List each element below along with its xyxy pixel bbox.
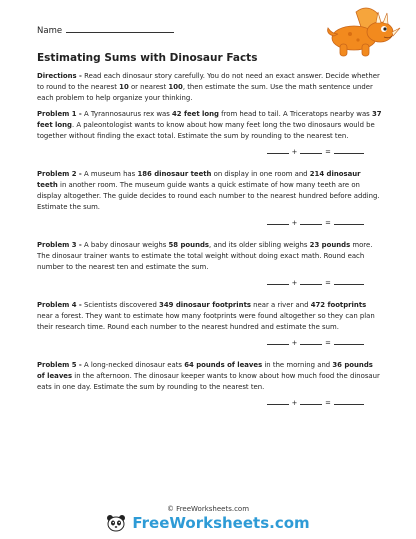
problem-number: 23 pounds <box>309 241 351 249</box>
directions <box>37 71 382 104</box>
problem-text: in another room. The museum guide wants a quick estimate of how many teeth are on display altogether. The guide decides to round each number to the nearest hundred before adding. Estimate the sum. <box>37 181 380 211</box>
problem-text: A museum has <box>81 170 138 178</box>
problem-number: 64 pounds of leaves <box>184 361 263 369</box>
directions-bold-10: 10 <box>119 83 129 91</box>
problem-1 <box>37 109 382 142</box>
sum-blank[interactable] <box>334 338 364 345</box>
directions-text-mid: or nearest <box>128 83 169 91</box>
problem-number: 349 dinosaur footprints <box>159 301 251 309</box>
problem-text: Scientists discovered <box>81 301 160 309</box>
addend-blank[interactable] <box>300 218 322 225</box>
plus-sign: + <box>291 279 298 287</box>
plus-sign: + <box>291 339 298 347</box>
problem-text: , and its older sibling weighs <box>209 241 310 249</box>
addend-blank[interactable] <box>300 278 322 285</box>
equals-sign: = <box>325 279 332 287</box>
addend-blank[interactable] <box>300 398 322 405</box>
problem-text: in the morning and <box>262 361 333 369</box>
addend-blank[interactable] <box>300 338 322 345</box>
answer-sentence-4 <box>37 338 382 349</box>
problem-number: 472 footprints <box>310 301 367 309</box>
name-row <box>37 24 174 36</box>
problem-label: Problem 2 - <box>37 170 82 178</box>
problem-text: . A paleontologist wants to know about how many feet long the two dinosaurs would be together without finding the exact total. Estimate the sum by rounding to the nearest ten. <box>37 121 375 140</box>
sum-blank[interactable] <box>334 278 364 285</box>
name-field-line[interactable] <box>66 24 174 33</box>
problem-5 <box>37 360 382 393</box>
problem-2 <box>37 169 382 213</box>
footer-copyright: © FreeWorksheets.com <box>166 505 250 513</box>
sum-blank[interactable] <box>334 147 364 154</box>
plus-sign: + <box>291 219 298 227</box>
problem-4 <box>37 300 382 333</box>
addend-blank[interactable] <box>267 147 289 154</box>
sum-blank[interactable] <box>334 398 364 405</box>
addend-blank[interactable] <box>267 218 289 225</box>
problem-number: 36 pounds of leaves <box>37 361 373 380</box>
directions-bold-100: 100 <box>168 83 183 91</box>
brand-name: FreeWorksheets.com <box>132 514 310 532</box>
problem-label: Problem 4 - <box>37 301 82 309</box>
triceratops-icon <box>326 6 402 58</box>
problem-number: 37 feet long <box>37 110 382 129</box>
footer-brand <box>0 514 416 532</box>
worksheet-content <box>37 71 382 409</box>
problem-number: 214 dinosaur teeth <box>37 170 361 189</box>
directions-label: Directions - <box>37 72 82 80</box>
answer-sentence-3 <box>37 278 382 289</box>
problem-text: near a river and <box>250 301 311 309</box>
problem-text: on display in one room and <box>211 170 310 178</box>
directions-text-end: , then estimate the sum. Use the math sentence under each problem to help organize your thinking. <box>37 83 373 102</box>
problem-label: Problem 5 - <box>37 361 82 369</box>
addend-blank[interactable] <box>267 278 289 285</box>
page-title: Estimating Sums with Dinosaur Facts <box>37 52 258 64</box>
equals-sign: = <box>325 339 332 347</box>
equals-sign: = <box>325 148 332 156</box>
problem-text: from head to tail. A Triceratops nearby was <box>218 110 372 118</box>
problem-label: Problem 3 - <box>37 241 82 249</box>
problem-number: 186 dinosaur teeth <box>137 170 212 178</box>
sum-blank[interactable] <box>334 218 364 225</box>
equals-sign: = <box>325 219 332 227</box>
answer-sentence-1 <box>37 147 382 158</box>
problem-number: 42 feet long <box>171 110 219 118</box>
addend-blank[interactable] <box>267 338 289 345</box>
panda-logo-icon <box>106 514 126 532</box>
answer-sentence-5 <box>37 398 382 409</box>
equals-sign: = <box>325 399 332 407</box>
problem-label: Problem 1 - <box>37 110 82 118</box>
addend-blank[interactable] <box>300 147 322 154</box>
problem-text: in the afternoon. The dinosaur keeper wants to know about how much food the dinosaur eats in one day. Estimate the sum by rounding to the nearest ten. <box>37 372 380 391</box>
problem-text: A baby dinosaur weighs <box>81 241 169 249</box>
directions-text: Read each dinosaur story carefully. You do not need an exact answer. Decide whether to round to the nearest <box>37 72 380 91</box>
name-label: Name <box>37 26 63 36</box>
problem-text: near a forest. They want to estimate how many footprints were found altogether so they can plan their research time. Round each number to the nearest hundred and estimate the sum. <box>37 312 375 331</box>
plus-sign: + <box>291 148 298 156</box>
problem-text: A long-necked dinosaur eats <box>81 361 185 369</box>
problem-3 <box>37 240 382 273</box>
answer-sentence-2 <box>37 218 382 229</box>
problem-text: more. The dinosaur trainer wants to estimate the total weight without doing exact math. Round each number to the nearest ten and estimate the sum. <box>37 241 373 271</box>
problem-text: A Tyrannosaurus rex was <box>81 110 172 118</box>
problem-number: 58 pounds <box>168 241 210 249</box>
addend-blank[interactable] <box>267 398 289 405</box>
plus-sign: + <box>291 399 298 407</box>
